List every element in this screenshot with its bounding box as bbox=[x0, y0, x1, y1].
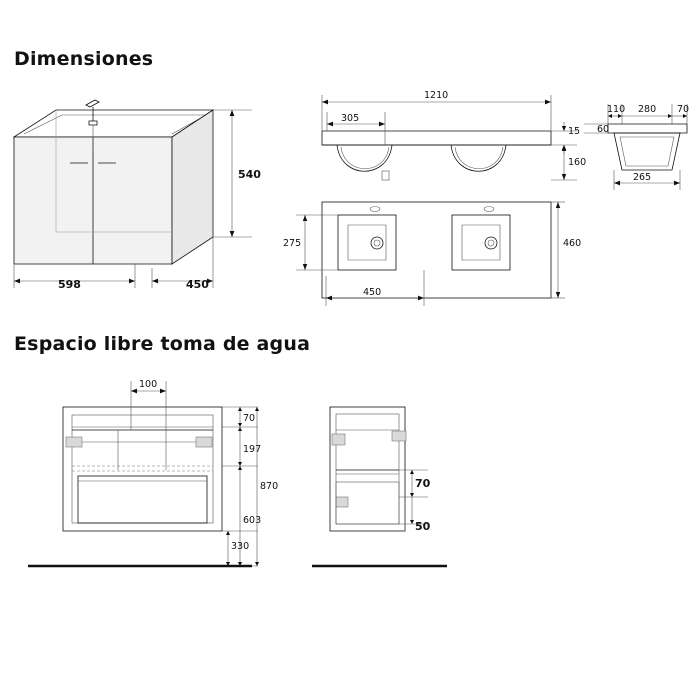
label-side-front-rim: 110 bbox=[607, 104, 626, 115]
basin-side-section bbox=[584, 104, 689, 190]
label-cabinet-width: 598 bbox=[58, 278, 81, 291]
label-side-rim-height: 60 bbox=[597, 124, 610, 135]
basin-top-view bbox=[283, 202, 581, 306]
label-basin-rim-thickness: 15 bbox=[568, 126, 581, 137]
label-basin-bowl-depth-top: 275 bbox=[283, 238, 302, 249]
label-front-total-height: 870 bbox=[260, 481, 279, 492]
section-title-espacio: Espacio libre toma de agua bbox=[14, 333, 311, 355]
basin-front-elevation bbox=[322, 90, 586, 180]
cabinet-perspective bbox=[14, 100, 261, 291]
label-basin-total-depth: 460 bbox=[563, 238, 582, 249]
section-title-dimensiones: Dimensiones bbox=[14, 48, 154, 70]
waterline-side-view bbox=[330, 407, 431, 533]
label-basin-bowl-depth: 160 bbox=[568, 157, 587, 168]
label-cabinet-height: 540 bbox=[238, 168, 261, 181]
waterline-front-view bbox=[63, 379, 278, 566]
label-side-shelf-offset: 70 bbox=[415, 477, 431, 490]
label-cabinet-depth: 450 bbox=[186, 278, 209, 291]
label-front-mid-zone: 197 bbox=[243, 444, 262, 455]
label-basin-total-width: 1210 bbox=[424, 90, 449, 101]
label-front-lower-zone: 603 bbox=[243, 515, 262, 526]
label-front-bottom-zone: 330 bbox=[231, 541, 250, 552]
label-side-bowl-inner: 280 bbox=[638, 104, 657, 115]
label-front-center-gap: 100 bbox=[139, 379, 158, 390]
label-basin-bowl-offset: 305 bbox=[341, 113, 360, 124]
label-basin-bowl-width: 450 bbox=[363, 287, 382, 298]
label-side-back-rim: 70 bbox=[677, 104, 690, 115]
label-side-bottom-offset: 50 bbox=[415, 520, 431, 533]
label-front-top-zone: 70 bbox=[243, 413, 256, 424]
label-side-section-depth: 265 bbox=[633, 172, 652, 183]
